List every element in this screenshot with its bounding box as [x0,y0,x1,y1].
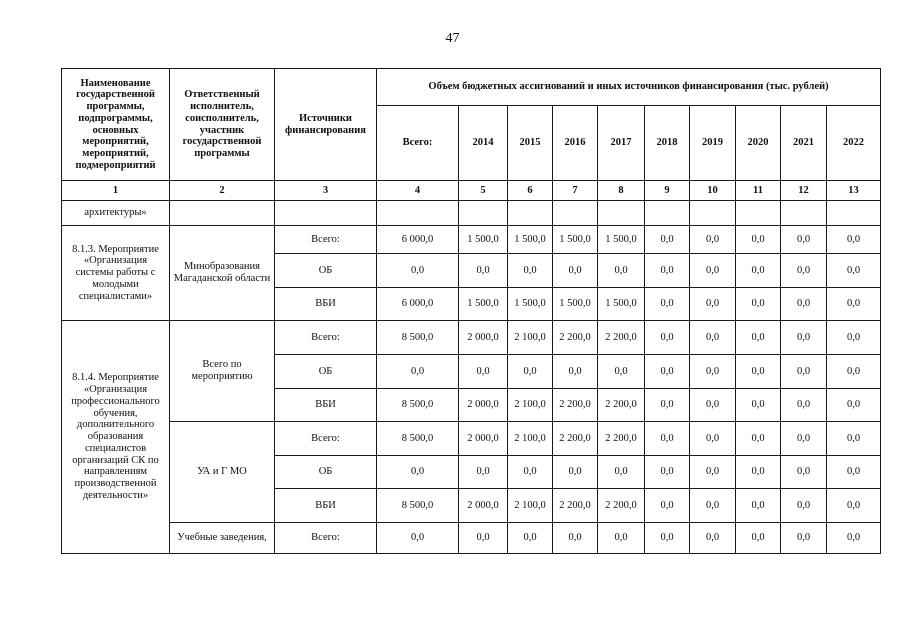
value-cell: 2 000,0 [459,321,508,355]
value-cell: 0,0 [645,523,690,554]
value-cell: 0,0 [553,254,598,288]
value-cell: 0,0 [690,226,736,254]
column-number: 4 [377,181,459,201]
column-number: 13 [827,181,881,201]
value-cell: 2 200,0 [553,489,598,523]
value-cell: 0,0 [508,456,553,489]
value-cell: 0,0 [645,226,690,254]
value-cell: 8 500,0 [377,321,459,355]
value-cell: 0,0 [827,288,881,321]
value-cell: 0,0 [377,523,459,554]
value-cell: 0,0 [598,355,645,389]
measure-name: 8.1.4. Мероприятие «Организация профессионального обучения, дополнительного образования специалистов организаций СК по направлениям производственной деятельности» [62,321,170,554]
value-cell: 2 200,0 [553,321,598,355]
value-cell: 1 500,0 [553,288,598,321]
value-cell: 0,0 [690,321,736,355]
value-cell: 0,0 [690,523,736,554]
value-cell: 0,0 [377,355,459,389]
budget-table [61,68,881,554]
value-cell: 2 200,0 [553,422,598,456]
value-cell: 0,0 [781,288,827,321]
value-cell: 0,0 [508,355,553,389]
value-cell: 0,0 [781,321,827,355]
value-cell: 0,0 [827,489,881,523]
column-number: 1 [62,181,170,201]
header-row-1 [62,69,881,106]
value-cell: 0,0 [690,422,736,456]
value-cell: 0,0 [553,456,598,489]
source-cell: ВБИ [275,489,377,523]
value-cell: 0,0 [827,226,881,254]
value-cell: 8 500,0 [377,489,459,523]
value-cell: 0,0 [736,321,781,355]
value-cell: 0,0 [645,489,690,523]
value-cell: 0,0 [645,288,690,321]
value-cell: 2 200,0 [598,389,645,422]
value-cell: 0,0 [645,422,690,456]
value-cell: 1 500,0 [459,288,508,321]
value-cell: 0,0 [553,523,598,554]
value-cell: 0,0 [827,422,881,456]
value-cell: 0,0 [736,355,781,389]
value-cell: 2 200,0 [598,321,645,355]
column-number: 9 [645,181,690,201]
value-cell: 2 100,0 [508,489,553,523]
value-cell: 1 500,0 [553,226,598,254]
value-cell: 0,0 [459,355,508,389]
value-cell: 0,0 [508,523,553,554]
table-row [62,422,881,456]
value-cell: 6 000,0 [377,226,459,254]
value-cell: 0,0 [645,389,690,422]
source-cell: ОБ [275,355,377,389]
table-row [62,523,881,554]
value-cell: 0,0 [736,523,781,554]
value-cell: 0,0 [827,355,881,389]
column-number: 12 [781,181,827,201]
header-year: 2018 [645,106,690,181]
value-cell: 0,0 [645,456,690,489]
column-number: 2 [170,181,275,201]
responsible-cell: Учебные заведения, [170,523,275,554]
value-cell: 0,0 [827,389,881,422]
column-numbers-row [62,181,881,201]
value-cell: 2 200,0 [553,389,598,422]
value-cell: 0,0 [598,456,645,489]
value-cell: 0,0 [645,254,690,288]
source-cell: Всего: [275,226,377,254]
header-year: 2021 [781,106,827,181]
value-cell: 0,0 [690,489,736,523]
value-cell: 0,0 [736,226,781,254]
value-cell: 0,0 [781,489,827,523]
value-cell: 0,0 [736,422,781,456]
value-cell: 0,0 [781,355,827,389]
value-cell: 0,0 [827,523,881,554]
header-year: 2019 [690,106,736,181]
value-cell: 0,0 [690,456,736,489]
value-cell: 0,0 [827,254,881,288]
column-number: 8 [598,181,645,201]
value-cell: 0,0 [508,254,553,288]
column-number: 6 [508,181,553,201]
value-cell: 1 500,0 [598,288,645,321]
value-cell: 0,0 [781,523,827,554]
header-year: 2020 [736,106,781,181]
value-cell: 0,0 [736,288,781,321]
value-cell: 1 500,0 [598,226,645,254]
responsible-cell: Минобразования Магаданской области [170,226,275,321]
value-cell: 0,0 [459,254,508,288]
column-number: 7 [553,181,598,201]
responsible-cell: УА и Г МО [170,422,275,523]
column-number: 3 [275,181,377,201]
value-cell: 0,0 [377,254,459,288]
source-cell: ОБ [275,456,377,489]
value-cell: 2 100,0 [508,422,553,456]
value-cell: 0,0 [459,456,508,489]
value-cell: 6 000,0 [377,288,459,321]
value-cell: 2 200,0 [598,422,645,456]
value-cell: 2 100,0 [508,321,553,355]
header-name: Наименование государственной программы, подпрограммы, основных мероприятий, мероприятий, подмероприятий [62,69,170,181]
value-cell: 0,0 [736,254,781,288]
carry-row [62,201,881,226]
source-cell: ОБ [275,254,377,288]
source-cell: Всего: [275,321,377,355]
value-cell: 0,0 [736,389,781,422]
column-number: 11 [736,181,781,201]
value-cell: 1 500,0 [459,226,508,254]
value-cell: 8 500,0 [377,422,459,456]
header-responsible: Ответственный исполнитель, соисполнитель, участник государственной программы [170,69,275,181]
value-cell: 0,0 [781,254,827,288]
source-cell: Всего: [275,523,377,554]
measure-name: 8.1.3. Мероприятие «Организация системы работы с молодыми специалистами» [62,226,170,321]
header-year: 2017 [598,106,645,181]
header-total: Всего: [377,106,459,181]
value-cell: 0,0 [553,355,598,389]
value-cell: 0,0 [781,226,827,254]
value-cell: 0,0 [690,254,736,288]
value-cell: 0,0 [781,422,827,456]
header-year: 2015 [508,106,553,181]
header-year: 2016 [553,106,598,181]
source-cell: ВБИ [275,389,377,422]
value-cell: 8 500,0 [377,389,459,422]
value-cell: 0,0 [827,321,881,355]
value-cell: 0,0 [781,389,827,422]
value-cell: 0,0 [377,456,459,489]
carry-name: архитектуры» [62,201,170,226]
source-cell: Всего: [275,422,377,456]
value-cell: 0,0 [459,523,508,554]
responsible-cell: Всего по мероприятию [170,321,275,422]
value-cell: 2 000,0 [459,489,508,523]
value-cell: 0,0 [827,456,881,489]
value-cell: 0,0 [736,489,781,523]
value-cell: 0,0 [598,254,645,288]
value-cell: 2 000,0 [459,422,508,456]
value-cell: 0,0 [736,456,781,489]
value-cell: 0,0 [690,355,736,389]
value-cell: 2 000,0 [459,389,508,422]
value-cell: 0,0 [598,523,645,554]
value-cell: 2 200,0 [598,489,645,523]
value-cell: 0,0 [645,321,690,355]
value-cell: 0,0 [645,355,690,389]
column-number: 10 [690,181,736,201]
header-sources: Источники финансирования [275,69,377,181]
table-row [62,226,881,254]
header-year: 2022 [827,106,881,181]
value-cell: 0,0 [781,456,827,489]
header-year: 2014 [459,106,508,181]
header-volume: Объем бюджетных ассигнований и иных источников финансирования (тыс. рублей) [377,69,881,106]
column-number: 5 [459,181,508,201]
value-cell: 1 500,0 [508,226,553,254]
value-cell: 0,0 [690,389,736,422]
value-cell: 1 500,0 [508,288,553,321]
source-cell: ВБИ [275,288,377,321]
table-row [62,321,881,355]
value-cell: 2 100,0 [508,389,553,422]
page-number: 47 [445,31,460,46]
value-cell: 0,0 [690,288,736,321]
